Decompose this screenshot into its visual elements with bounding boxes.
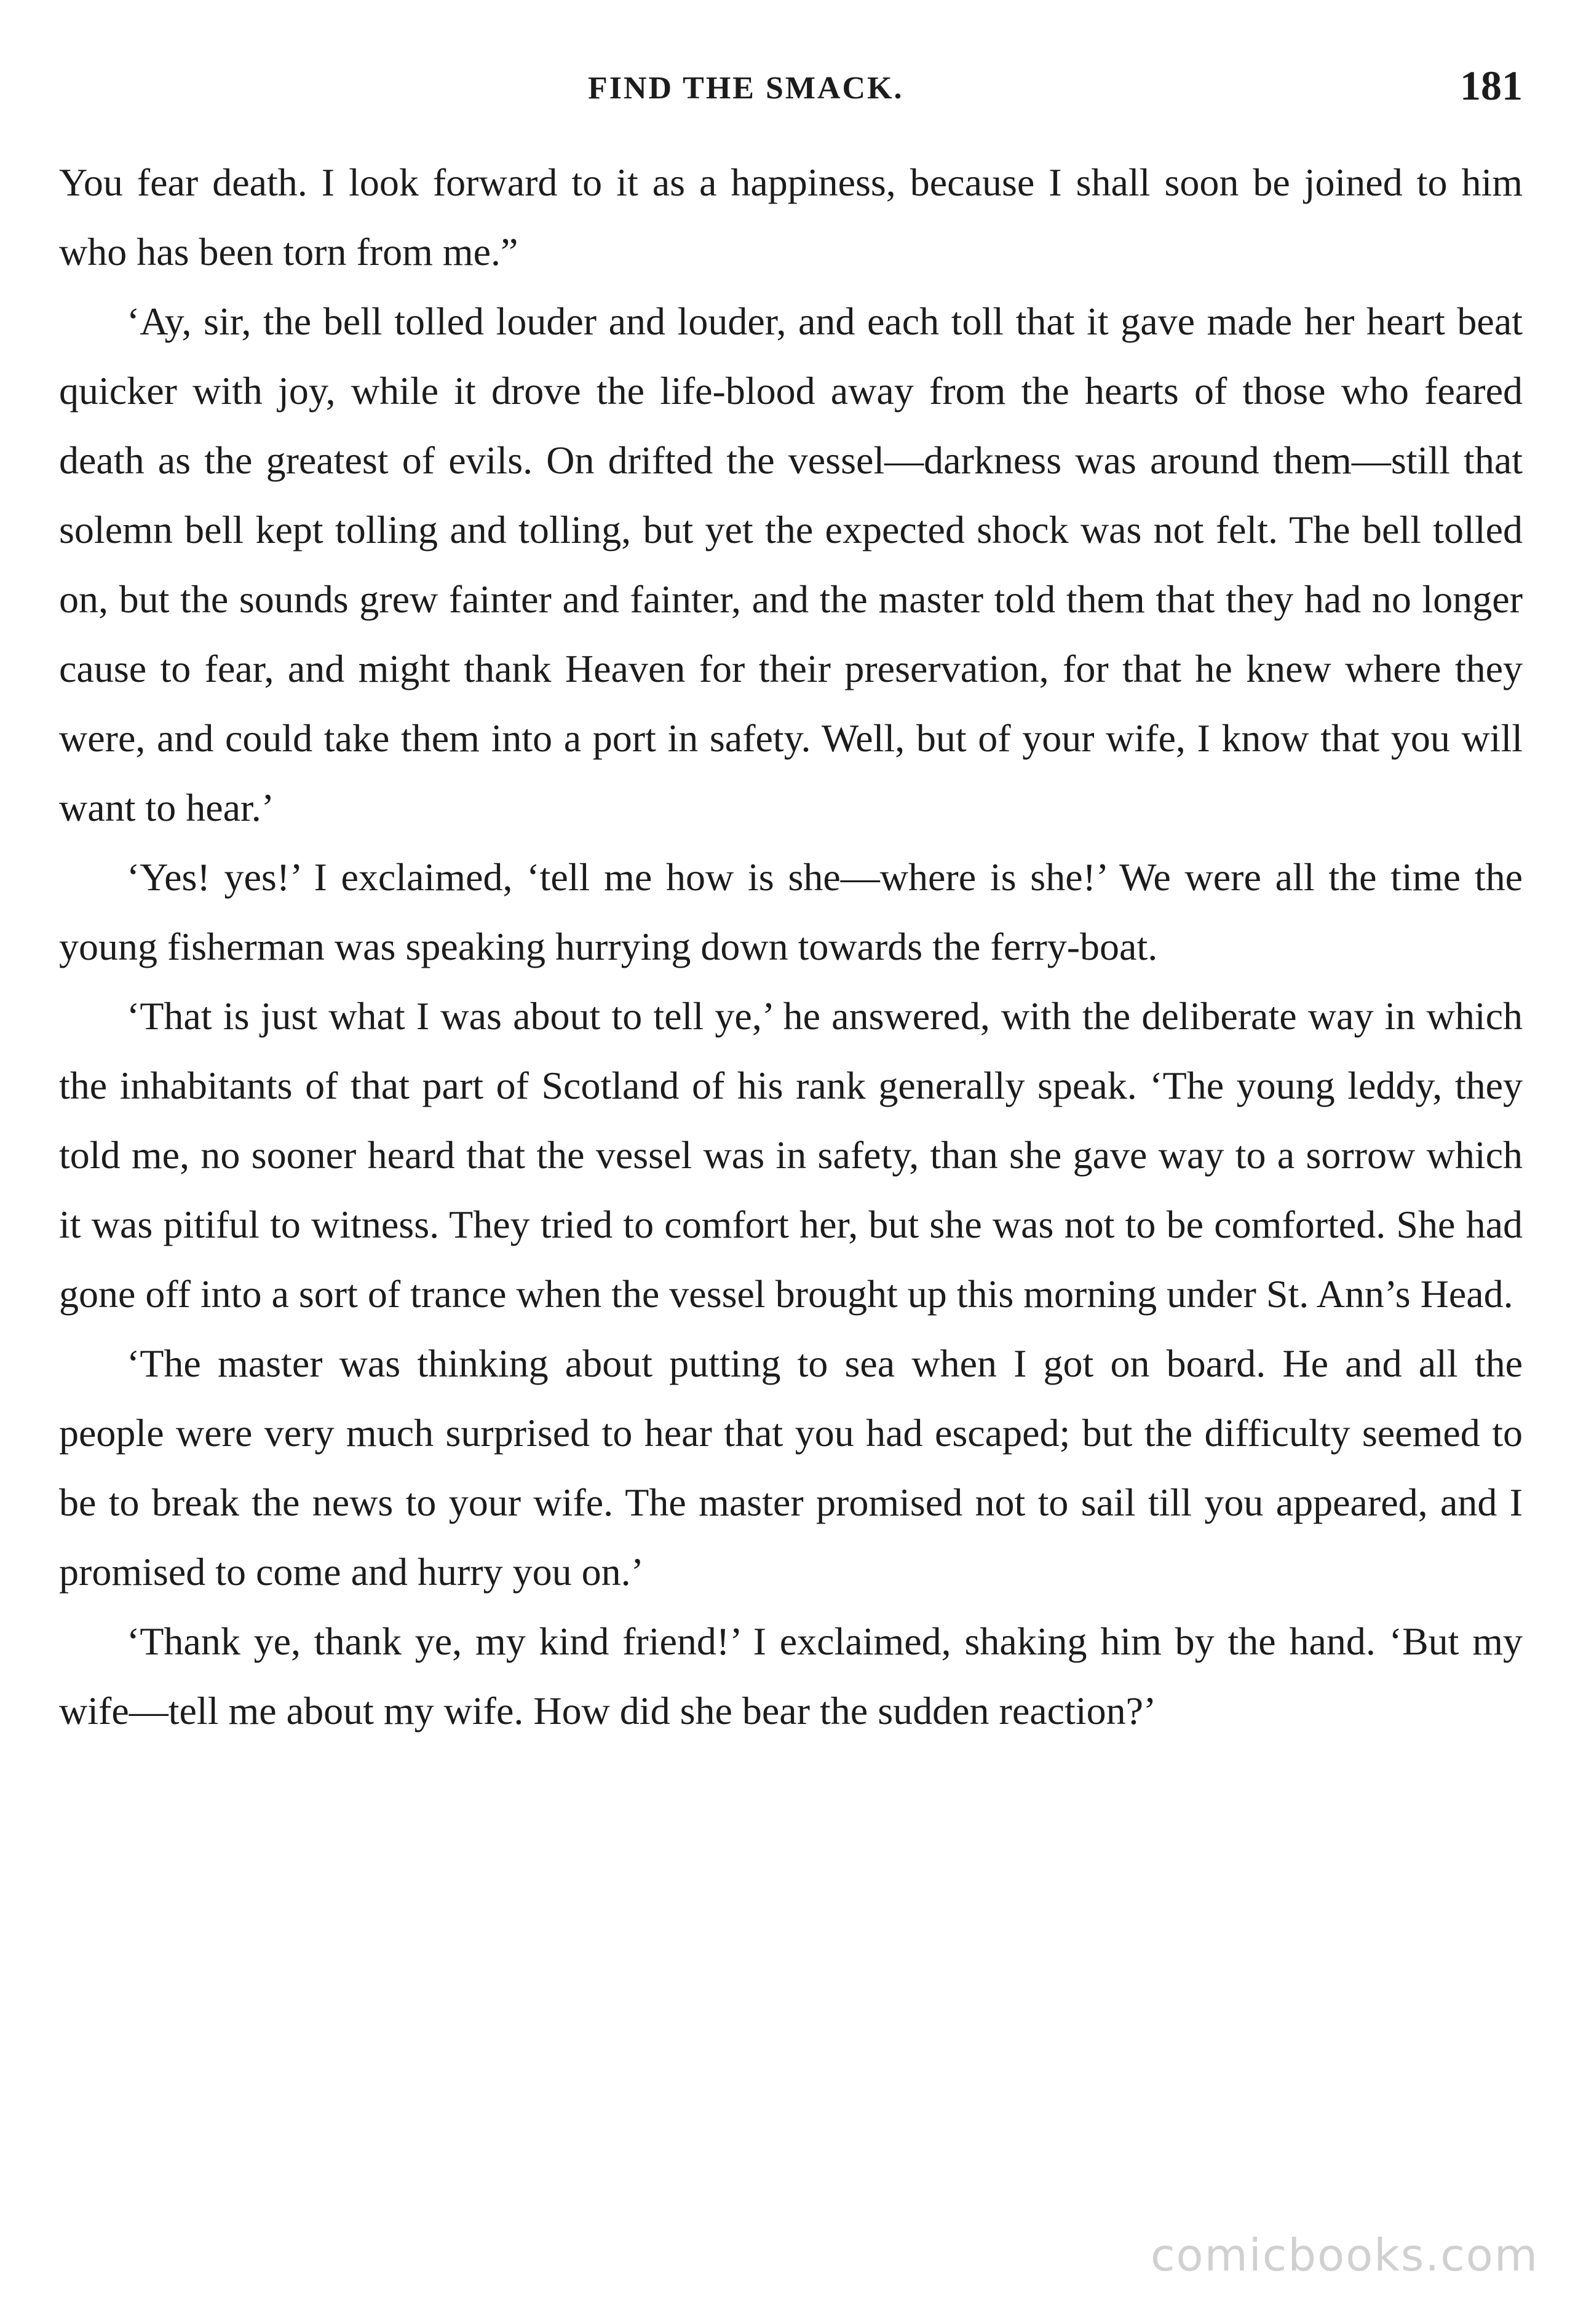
page-number: 181 [1460,62,1523,109]
body-text [59,148,1523,1745]
book-page [59,0,1523,2324]
paragraph: ‘Ay, sir, the bell tolled louder and louder, and each toll that it gave made her heart beat quicker with joy, while it drove the life-blood away from the hearts of those who feared death as the greatest of evils. On drifted the vessel—darkness was around them—still that solemn bell kept tolling and tolling, but yet the expected shock was not felt. The bell tolled on, but the sounds grew fainter and fainter, and the master told them that they had no longer cause to fear, and might thank Heaven for their preservation, for that he knew where they were, and could take them into a port in safety. Well, but of your wife, I know that you will want to hear.’ [59,299,1523,829]
paragraph: ‘Thank ye, thank ye, my kind friend!’ I exclaimed, shaking him by the hand. ‘But my wife—tell me about my wife. How did she bear the sudden reaction?’ [59,1619,1523,1733]
paragraph: ‘Yes! yes!’ I exclaimed, ‘tell me how is she—where is she!’ We were all the time the young fisherman was speaking hurrying down towards the ferry-boat. [59,855,1523,968]
watermark: comicbooks.com [1150,2229,1539,2281]
paragraph: ‘The master was thinking about putting to sea when I got on board. He and all the people were very much surprised to hear that you had escaped; but the difficulty seemed to be to break the news to your wife. The master promised not to sail till you appeared, and I promised to come and hurry you on.’ [59,1342,1523,1594]
page-header [59,57,1523,112]
running-head: FIND THE SMACK. [588,71,904,106]
paragraph: You fear death. I look forward to it as a happiness, because I shall soon be joined to him who has been torn from me.” [59,160,1523,274]
paragraph: ‘That is just what I was about to tell ye,’ he answered, with the deliberate way in which the inhabitants of that part of Scotland of his rank generally speak. ‘The young leddy, they told me, no sooner heard that the vessel was in safety, than she gave way to a sorrow which it was pitiful to witness. They tried to comfort her, but she was not to be comforted. She had gone off into a sort of trance when the vessel brought up this morning under St. Ann’s Head. [59,994,1523,1316]
